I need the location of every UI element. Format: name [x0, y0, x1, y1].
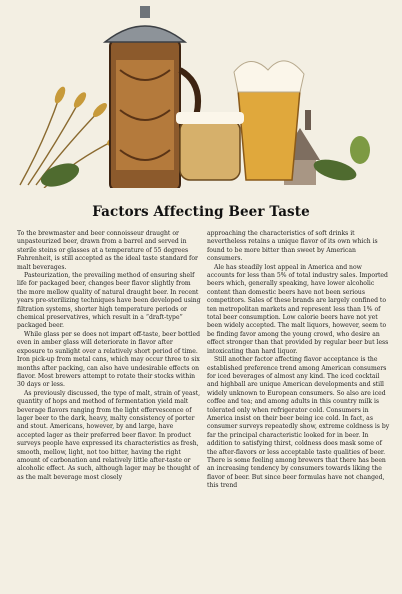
paragraph: approaching the characteristics of soft drinks it nevertheless retains a unique flavor of its own which is found to be more bitter than sweet by American consumers.: [207, 230, 378, 263]
article-title: Factors Affecting Beer Taste: [92, 204, 310, 220]
paragraph: Ale has steadily lost appeal in America and now accounts for less than 5% of total industry sales. Imported beers which, generally speaking, have lower alcoholic content than domestic beers have not been serious competitors. Sales of these brands are largely confined to ten metropolitan markets and represent less than 1% of total beer consumption. Low calorie beers have not yet been widely accepted. The malt liquors, however, seem to be finding favor among the young crowd, who desire an effect stronger than that provided by regular beer but less intoxicating than hard liquor.: [207, 263, 389, 355]
paragraph: Still another factor affecting flavor acceptance is the established preference trend among American consumers for iced beverages of almost any kind. The iced cocktail and highball are unique American developments and still widely unknown to European consumers. So also are iced coffee and tea; and among adults in this country milk is tolerated only when refrigerator cold. Consumers in America insist on their beer being ice cold. In fact, as consumer surveys repeatedly show, extreme coldness is by far the principal characteristic looked for in beer. In addition to satisfying thirst, coldness does mask some of the after-flavors or less acceptable taste qualities of beer. There is some feeling among brewers that there has been an increasing tendency by consumers towards liking the flavor of beer. But since beer formulas have not changed, this trend: [207, 356, 390, 490]
paragraph: Pasteurization, the prevailing method of ensuring shelf life for packaged beer, changes beer flavor slightly from the more mellow quality of natural draught beer. In recent years pre-sterilizing techniques have been developed using filtration systems, shorter high temperature periods or chemical preservatives, which result in a “draft-type” packaged beer.: [17, 272, 201, 330]
left-column: [17, 230, 201, 590]
paragraph: As previously discussed, the type of malt, strain of yeast, quantity of hops and method of fermentation yield malt beverage flavors ranging from the light effervescence of lager beer to the dark, heavy, malty consistency of porter and stout. Americans, however, by and large, have accepted lager as their preferred beer flavor. In product surveys people have expressed its characteristics as fresh, smooth, mellow, light, not too bitter, having the right amount of carbonation and relatively little after-taste or alcoholic effect. As such, although lager may be thought of as the malt beverage most closely: [17, 389, 201, 481]
paragraph: To the brewmaster and beer connoisseur draught or unpasteurized beer, drawn from a barrel and served in sterile steins or glasses at a temperature of 55 degrees Fahrenheit, is still accepted as the ideal taste standard for malt beverages.: [17, 230, 198, 271]
beer-stein-illustration: [0, 0, 402, 200]
article-body: [17, 230, 391, 590]
right-column: [207, 230, 391, 590]
paragraph: While glass per se does not impart off-taste, beer bottled even in amber glass will deteriorate in flavor after exposure to sunlight over a relatively short period of time. Iron pick-up from metal cans, which may occur three to six months after packing, can also have undesirable effects on flavor. Most brewers attempt to rotate their stocks within 30 days or less.: [17, 330, 200, 389]
